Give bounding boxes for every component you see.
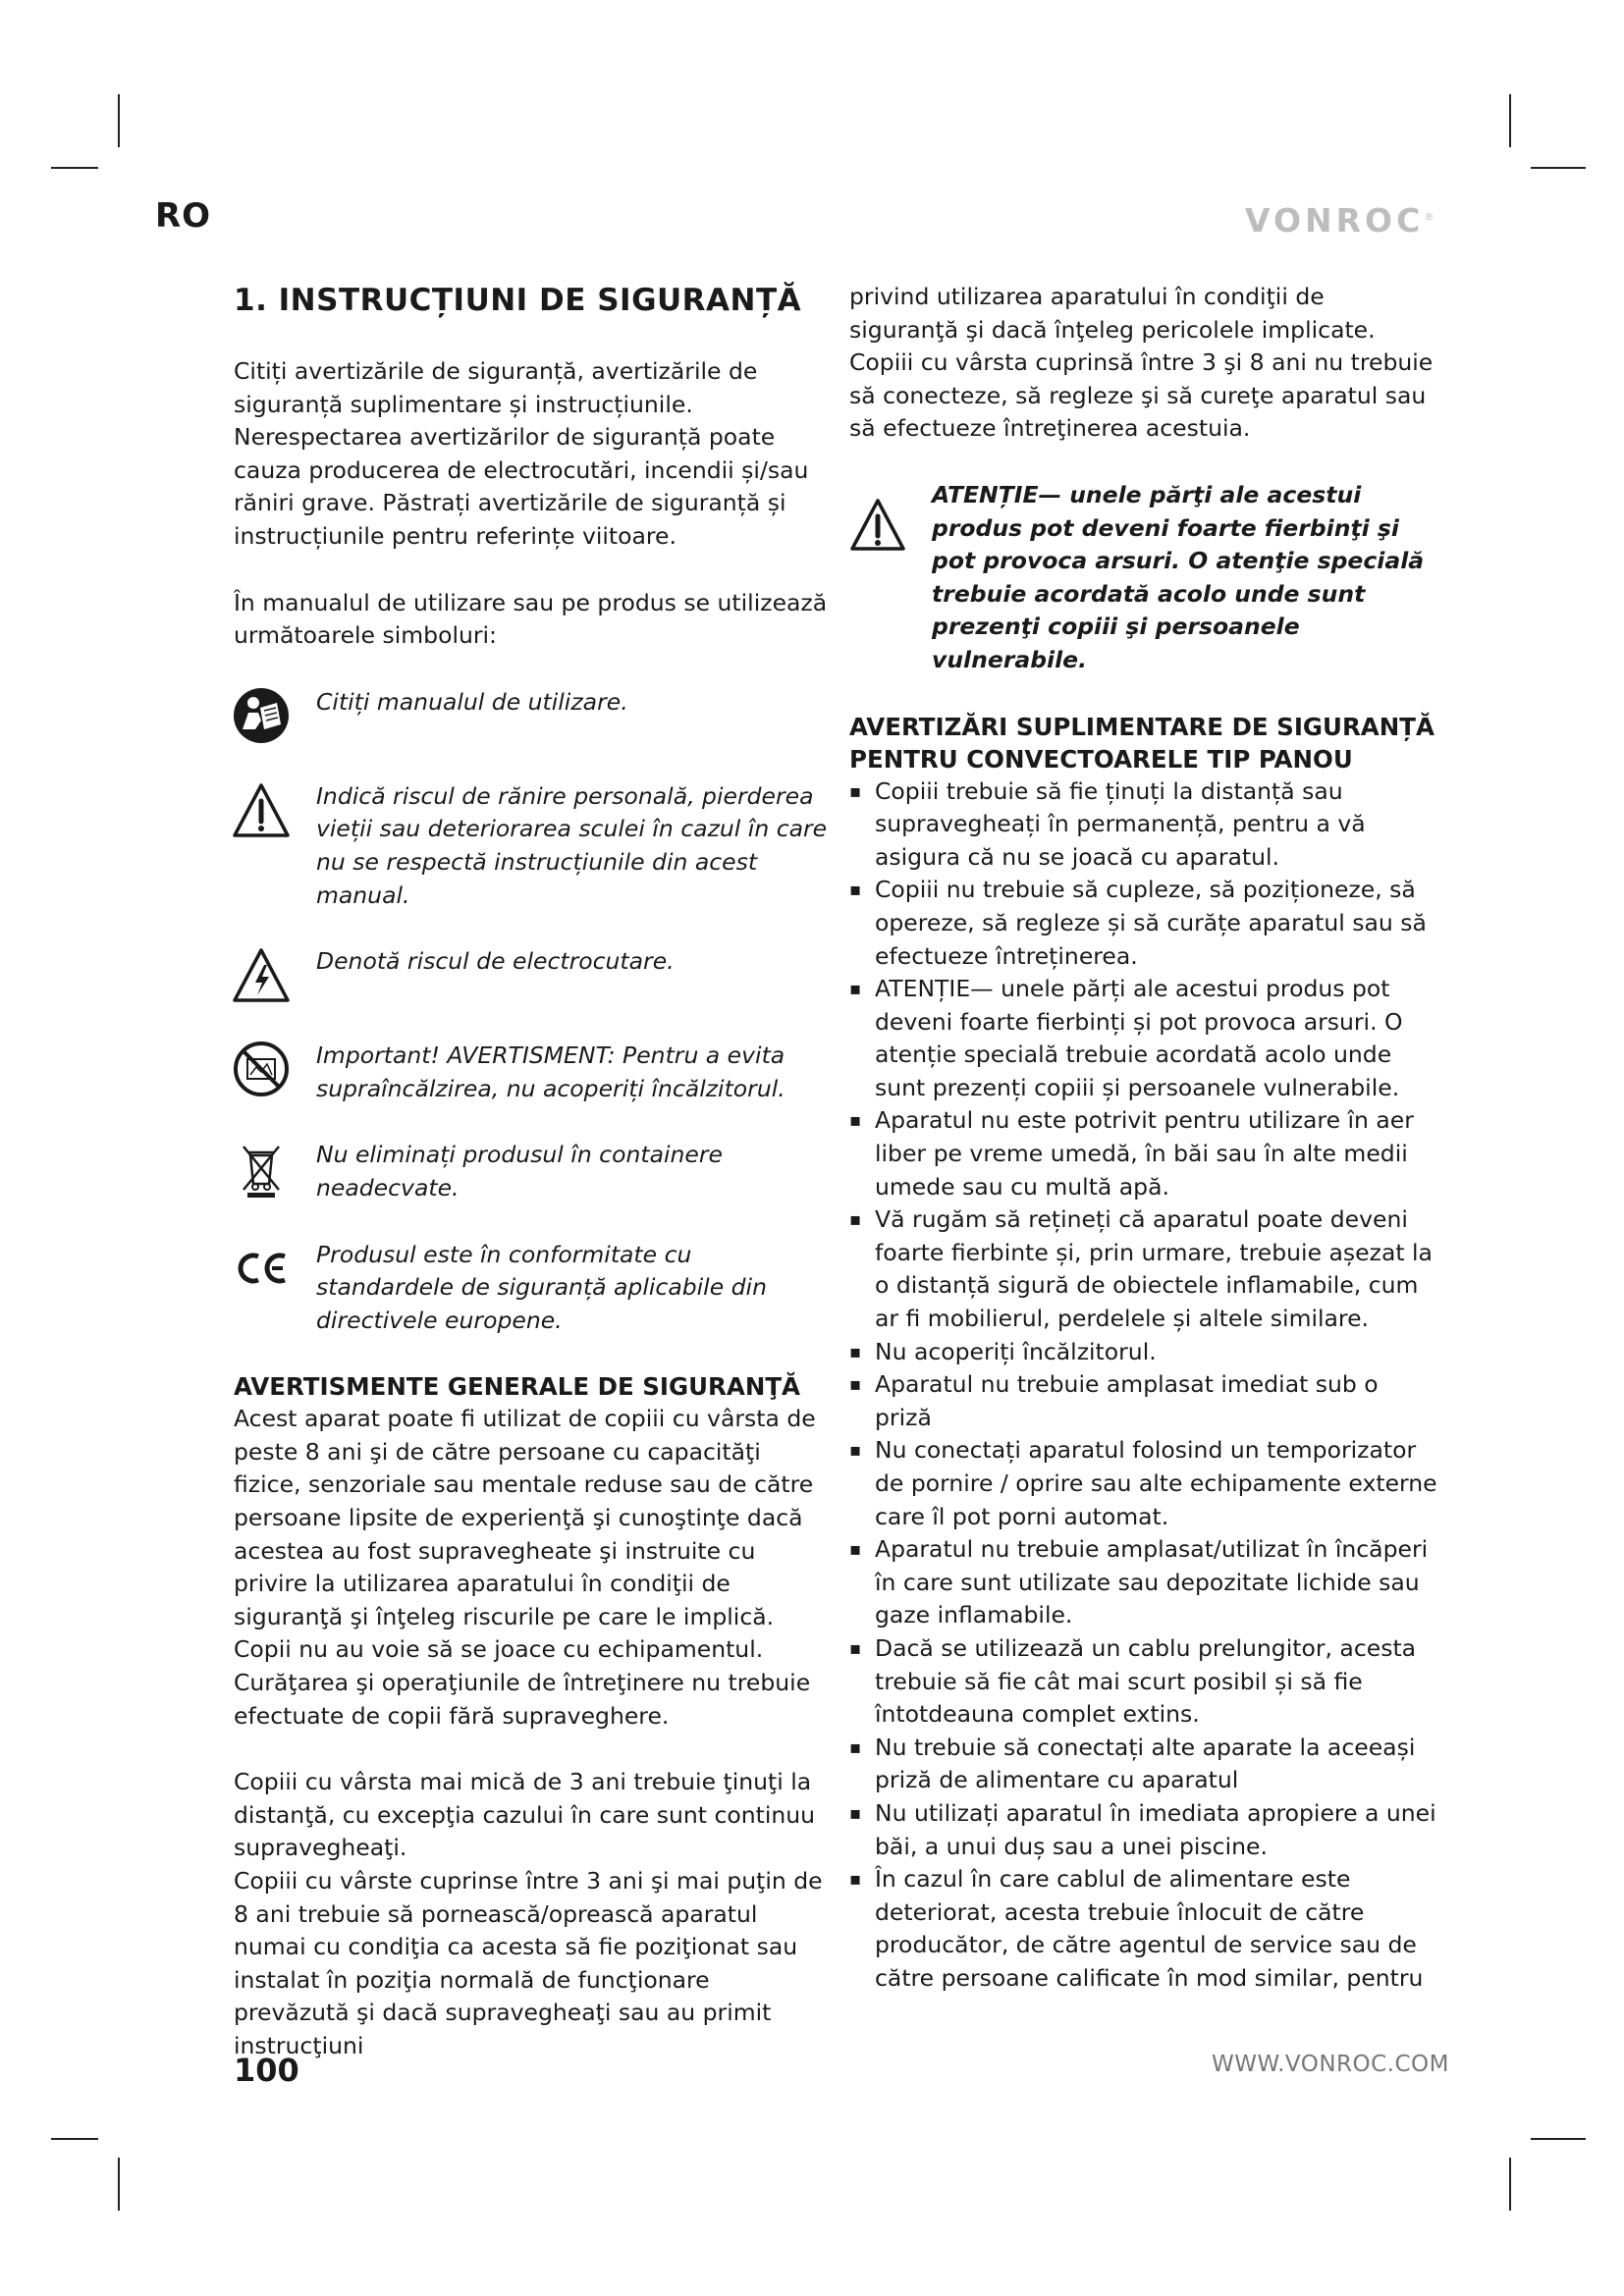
list-item: ▪ Dacă se utilizează un cablu prelungitor, acesta trebuie să fie cât mai scurt posibil și să fie întotdeauna complet extins.: [849, 1632, 1438, 1732]
symbol-description: Nu eliminați produsul în containere neadecvate.: [316, 1141, 723, 1201]
symbol-row: [234, 1040, 828, 1105]
general-paragraph: Acest aparat poate fi utilizat de copiii cu vârsta de peste 8 ani şi de către persoane cu capacităţi fizice, senzoriale sau mentale reduse sau de către persoane lipsite de experienţă şi cunoştinţe dacă acestea au fost supravegheate şi instruite cu privire la utilizarea aparatului în condiţii de siguranţă şi înţeleg riscurile pe care le implică. Copii nu au voie să se joace cu echipamentul. Curăţarea şi operaţiunile de întreţinere nu trebuie efectuate de copii fără supraveghere.: [234, 1405, 816, 1730]
page-number: 100: [234, 2052, 299, 2089]
language-code: RO: [155, 196, 212, 236]
symbol-description: Important! AVERTISMENT: Pentru a evita supraîncălzirea, nu acoperiți încălzitorul.: [316, 1041, 785, 1102]
intro-paragraph: Citiți avertizările de siguranță, avertizările de siguranță suplimentare și instrucțiunile. Nerespectarea avertizărilor de siguranță poate cauza producerea de electrocutări, incendii și/sau răniri grave. Păstrați avertizările de siguranță și instrucțiunile pentru referințe viitoare.: [234, 357, 809, 550]
crop-mark: [1531, 2138, 1586, 2140]
do-not-cover-icon: [232, 1040, 291, 1100]
extra-warnings-heading: AVERTIZĂRI SUPLIMENTARE DE SIGURANȚĂ PENTRU CONVECTOARELE TIP PANOU: [849, 712, 1435, 774]
general-warnings-heading: AVERTISMENTE GENERALE DE SIGURANŢĂ: [234, 1372, 800, 1402]
symbol-row: [234, 686, 828, 747]
symbol-row: [234, 945, 828, 1006]
crop-mark: [51, 167, 98, 169]
attention-text: ATENȚIE— unele părţi ale acestui produs pot deveni foarte fierbinţi şi pot provoca arsuri. O atenţie specială trebuie acordată acolo unde sunt prezenţi copiii şi persoanele vulnerabile.: [932, 480, 1425, 673]
symbols-intro: În manualul de utilizare sau pe produs se utilizează următoarele simboluri:: [234, 588, 828, 650]
extra-warnings-list: [849, 775, 1438, 1996]
electric-shock-icon: [232, 945, 291, 1006]
general-paragraph: Copiii cu vârsta mai mică de 3 ani trebuie ţinuţi la distanţă, cu excepţia cazului în care sunt continuu supravegheaţi.: [234, 1768, 816, 1862]
list-item: ▪ Aparatul nu este potrivit pentru utilizare în aer liber pe vreme umedă, în băi sau în alte medii umede sau cu multă apă.: [849, 1104, 1438, 1203]
warning-triangle-icon: [849, 497, 906, 563]
general-paragraph: privind utilizarea aparatului în condiţii de siguranţă şi dacă înţeleg pericolele implicate. Copiii cu vârsta cuprinsă între 3 şi 8 ani nu trebuie să conecteze, să regleze şi să cureţe aparatul sau să efectueze întreţinerea acestuia.: [849, 283, 1434, 443]
symbol-row: [234, 780, 828, 912]
page-title: 1. INSTRUCȚIUNI DE SIGURANȚĂ: [234, 283, 802, 318]
list-item: ▪ Aparatul nu trebuie amplasat/utilizat în încăperi în care sunt utilizate sau depozitate lichide sau gaze inflamabile.: [849, 1533, 1438, 1632]
brand-logo: [1245, 201, 1437, 240]
brand-mark: ®: [1424, 212, 1438, 223]
read-manual-icon: [232, 686, 291, 747]
warning-triangle-icon: [232, 780, 291, 841]
symbol-description: Denotă riscul de electrocutare.: [316, 947, 675, 976]
ce-mark-icon: [232, 1239, 291, 1300]
list-item: ▪ Vă rugăm să rețineți că aparatul poate deveni foarte fierbinte și, prin urmare, trebuie așezat la o distanță sigură de obiectele inflamabile, cum ar fi mobilierul, perdelele și altele similare.: [849, 1203, 1438, 1335]
crop-mark: [51, 2138, 98, 2140]
crossed-bin-icon: [232, 1139, 291, 1200]
symbol-description: Produsul este în conformitate cu standardele de siguranță aplicabile din directivele europene.: [316, 1240, 767, 1334]
crop-mark: [1509, 94, 1511, 147]
list-item: ▪ Copiii nu trebuie să cupleze, să poziționeze, să opereze, să regleze și să curățe aparatul sau să efectueze întreținerea.: [849, 874, 1438, 973]
brand-name: VONROC: [1245, 201, 1425, 240]
crop-mark: [1531, 167, 1586, 169]
list-item: ▪ Nu acoperiți încălzitorul.: [849, 1336, 1438, 1369]
attention-block: [849, 479, 1438, 677]
right-column: [849, 281, 1438, 1996]
symbol-row: [234, 1239, 828, 1338]
crop-mark: [1509, 2158, 1511, 2211]
footer-website: WWW.VONROC.COM: [1212, 2052, 1449, 2077]
symbol-row: [234, 1139, 828, 1204]
list-item: ▪ ATENȚIE— unele părți ale acestui produs pot deveni foarte fierbinți și pot provoca arsuri. O atenție specială trebuie acordată acolo unde sunt prezenți copiii și persoanele vulnerabile.: [849, 973, 1438, 1104]
list-item: ▪ Copiii trebuie să fie ținuți la distanță sau supravegheați în permanență, pentru a vă asigura că nu se joacă cu aparatul.: [849, 775, 1438, 875]
left-column: [234, 281, 828, 2063]
crop-mark: [118, 2158, 120, 2211]
list-item: ▪ Nu utilizați aparatul în imediata apropiere a unei băi, a unui duș sau a unei piscine.: [849, 1797, 1438, 1863]
list-item: ▪ Nu trebuie să conectați alte aparate la aceeași priză de alimentare cu aparatul: [849, 1732, 1438, 1797]
list-item: ▪ Aparatul nu trebuie amplasat imediat sub o priză: [849, 1368, 1438, 1434]
symbol-description: Indică riscul de rănire personală, pierderea vieții sau deteriorarea sculei în cazul în care nu se respectă instrucțiunile din acest manual.: [316, 781, 828, 909]
symbol-description: Citiți manualul de utilizare.: [316, 687, 628, 716]
list-item: ▪ Nu conectați aparatul folosind un temporizator de pornire / oprire sau alte echipamente externe care îl pot porni automat.: [849, 1434, 1438, 1533]
crop-mark: [118, 94, 120, 147]
general-paragraph: Copiii cu vârste cuprinse între 3 ani şi mai puţin de 8 ani trebuie să pornească/oprească aparatul numai cu condiţia ca acesta să fie poziţionat sau instalat în poziţia normală de funcţionare prevăzută şi dacă supravegheaţi sau au primit instrucţiuni: [234, 1867, 823, 2059]
list-item: ▪ În cazul în care cablul de alimentare este deteriorat, acesta trebuie înlocuit de către producător, de către agentul de service sau de către persoane calificate în mod similar, pentru: [849, 1863, 1438, 1995]
